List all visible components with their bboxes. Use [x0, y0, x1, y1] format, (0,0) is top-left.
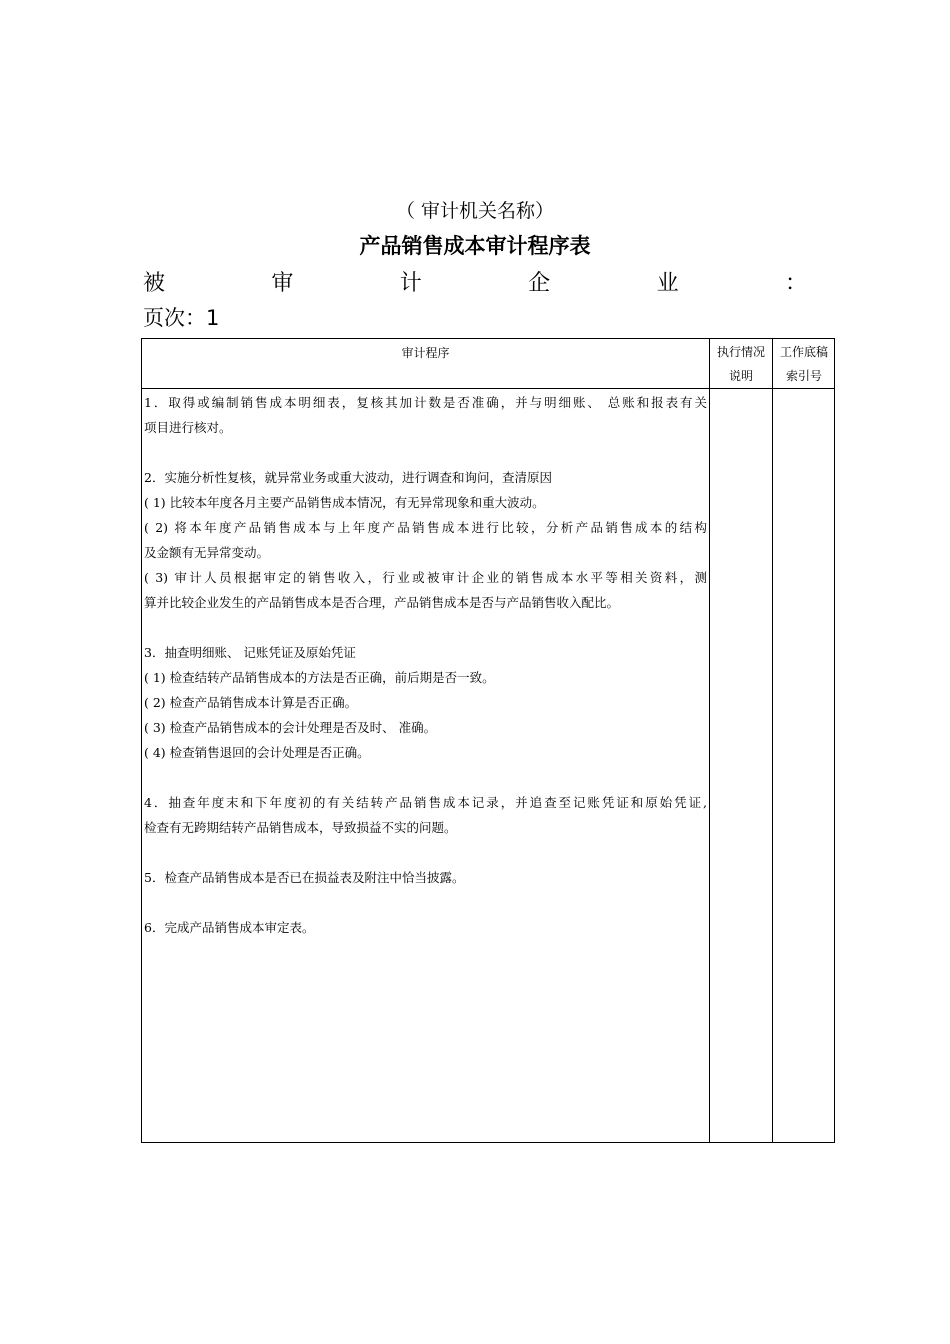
- enterprise-char: 企: [528, 271, 551, 296]
- step-text: ( 1) 检查结转产品销售成本的方法是否正确，前后期是否一致。: [144, 670, 495, 685]
- step-text: ( 3) 检查产品销售成本的会计处理是否及时、 准确。: [144, 720, 437, 735]
- step-text: ( 2) 检查产品销售成本计算是否正确。: [144, 695, 358, 710]
- step-text: ( 4) 检查销售退回的会计处理是否正确。: [144, 745, 370, 760]
- step-text: 项目进行核对。: [144, 420, 232, 435]
- step-text: ( 3) 审计人员根据审定的销售收入，行业或被审计企业的销售成本水平等相关资料，测: [144, 570, 707, 585]
- step-text: ( 1) 比较本年度各月主要产品销售成本情况，有无异常现象和重大波动。: [144, 495, 545, 510]
- column-header-execution-line1: 执行情况: [716, 345, 765, 359]
- column-header-index-line1: 工作底稿: [779, 345, 828, 359]
- column-divider: [772, 339, 773, 1142]
- step-text: 6．完成产品销售成本审定表。: [144, 920, 315, 935]
- step-text: 3．抽查明细账、 记账凭证及原始凭证: [144, 645, 356, 660]
- column-header-program: 审计程序: [401, 346, 450, 360]
- page-number-line: [143, 302, 219, 332]
- step-text: 4．抽查年度末和下年度初的有关结转产品销售成本记录，并追查至记账凭证和原始凭证,: [144, 795, 707, 810]
- step-text: 2．实施分析性复核，就异常业务或重大波动，进行调查和询问，查清原因: [144, 470, 552, 485]
- step-text: ( 2) 将本年度产品销售成本与上年度产品销售成本进行比较，分析产品销售成本的结构: [144, 520, 707, 535]
- document-title: 产品销售成本审计程序表: [359, 234, 591, 258]
- enterprise-char: 计: [399, 271, 422, 296]
- page-label: 页次：: [143, 306, 206, 330]
- step-text: 5．检查产品销售成本是否已在损益表及附注中恰当披露。: [144, 870, 465, 885]
- org-name: （ 审计机关名称）: [395, 200, 555, 222]
- column-divider: [709, 339, 710, 1142]
- audited-enterprise-label: [143, 266, 807, 297]
- enterprise-char: 业: [656, 271, 679, 296]
- audit-program-table: [141, 338, 835, 1143]
- step-text: 检查有无跨期结转产品销售成本，导致损益不实的问题。: [144, 820, 457, 835]
- step-text: 及金额有无异常变动。: [144, 545, 270, 560]
- enterprise-char: 审: [271, 271, 294, 296]
- page-number: 1: [206, 306, 220, 330]
- step-text: 算并比较企业发生的产品销售成本是否合理，产品销售成本是否与产品销售收入配比。: [144, 595, 620, 610]
- header-divider: [142, 388, 834, 389]
- step-text: 1．取得或编制销售成本明细表，复核其加计数是否准确，并与明细账、 总账和报表有关: [144, 395, 707, 410]
- column-header-index-line2: 索引号: [785, 369, 822, 383]
- column-header-index: [773, 340, 835, 388]
- column-header-execution-line2: 说明: [728, 369, 753, 383]
- enterprise-char: ：: [784, 271, 807, 296]
- enterprise-char: 被: [143, 271, 166, 296]
- column-header-execution: [710, 340, 772, 388]
- program-steps: [144, 390, 707, 940]
